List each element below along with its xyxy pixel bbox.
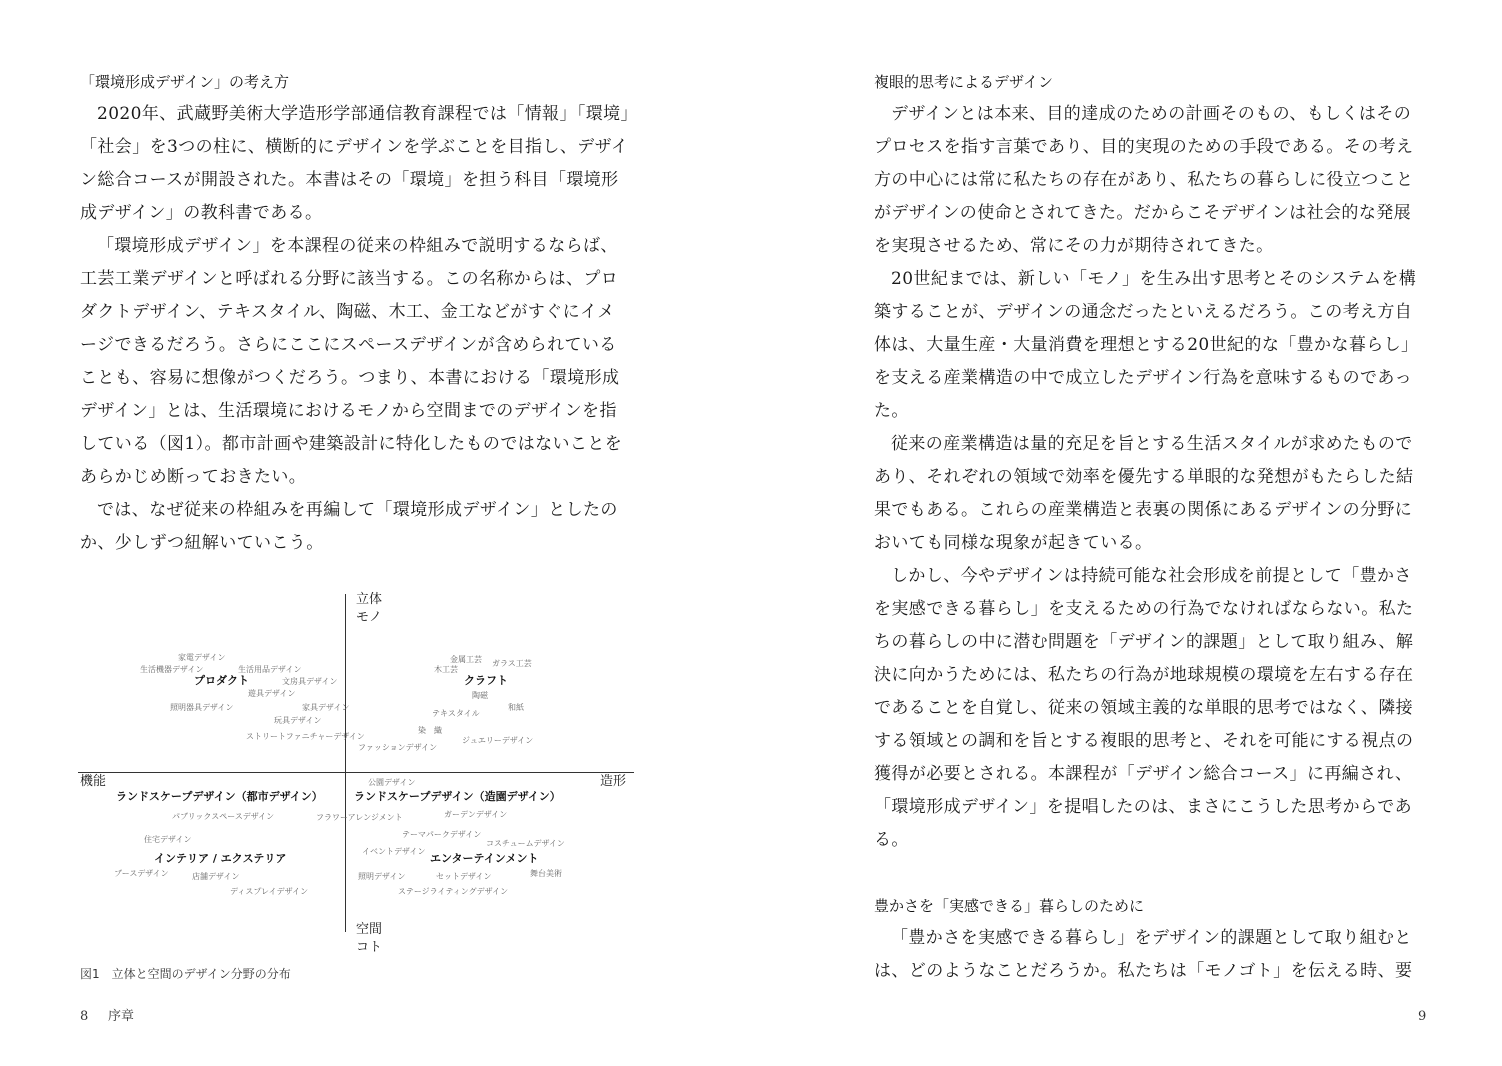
axis-bottom-sublabel: コト (356, 940, 383, 955)
field-label: ファッションデザイン (358, 743, 438, 752)
body-text (874, 922, 1426, 988)
field-label: ステージライティングデザイン (398, 887, 509, 896)
section-heading: 「環境形成デザイン」の考え方 (80, 73, 289, 91)
field-label: 遊具デザイン (248, 689, 296, 698)
field-label: 木工芸 (434, 665, 458, 674)
field-label: 家具デザイン (302, 703, 350, 712)
field-label: 公園デザイン (368, 778, 416, 787)
axis-bottom-label: 空間 (356, 922, 383, 937)
paragraph: デザインとは本来、目的達成のための計画そのもの、もしくはそのプロセスを指す言葉であり、目的実現のための手段である。その考え方の中心には常に私たちの存在があり、私たちの暮らしに役立つことがデザインの使命とされてきた。だからこそデザインは社会的な発展を実現させるため、常にその力が期待されてきた。 (874, 104, 1414, 256)
body-text (80, 98, 632, 560)
field-label: フラワーアレンジメント (316, 813, 403, 822)
category-label: ランドスケープデザイン（都市デザイン） (116, 790, 323, 803)
body-text (874, 98, 1426, 857)
axis-top-sublabel: モノ (356, 610, 382, 625)
axis-left-label: 機能 (80, 774, 107, 789)
paragraph: 2020年、武蔵野美術大学造形学部通信教育課程では「情報」「環境」「社会」を3つの柱に、横断的にデザインを学ぶことを目指し、デザイン総合コースが開設された。本書はその「環境」を担う科目「環境形成デザイン」の教科書である。 (80, 104, 630, 223)
field-label: 金属工芸 (450, 655, 482, 664)
horizontal-axis (78, 772, 634, 773)
category-label: インテリア / エクステリア (154, 852, 287, 865)
field-label: 家電デザイン (178, 653, 226, 662)
field-label: イベントデザイン (362, 847, 426, 856)
paragraph: 20世紀までは、新しい「モノ」を生み出す思考とそのシステムを構築することが、デザインの通念だったといえるだろう。この考え方自体は、大量生産・大量消費を理想とする20世紀的な「豊かな暮らし」を支える産業構造の中で成立したデザイン行為を意味するものであった。 (874, 269, 1419, 421)
design-field-diagram (78, 584, 634, 956)
field-label: ガーデンデザイン (444, 810, 508, 819)
field-label: 染 織 (418, 726, 442, 735)
field-label: ストリートファニチャーデザイン (246, 732, 365, 741)
field-label: 生活機器デザイン (140, 665, 204, 674)
field-label: 照明デザイン (358, 872, 406, 881)
category-label: プロダクト (194, 674, 249, 687)
section-heading: 複眼的思考によるデザイン (874, 73, 1053, 91)
field-label: 店舗デザイン (192, 872, 240, 881)
page-number: 8 (80, 1009, 89, 1024)
category-label: エンターテインメント (430, 852, 539, 865)
right-page (751, 0, 1502, 1066)
vertical-axis (345, 594, 346, 932)
field-label: 住宅デザイン (144, 835, 192, 844)
field-label: 玩具デザイン (274, 716, 322, 725)
field-label: 生活用品デザイン (238, 665, 302, 674)
field-label: 和紙 (508, 703, 524, 712)
section-heading: 豊かさを「実感できる」暮らしのために (874, 897, 1145, 915)
field-label: ディスプレイデザイン (230, 887, 309, 896)
field-label: テキスタイル (432, 709, 480, 718)
field-label: 文房具デザイン (282, 677, 338, 686)
field-label: 照明器具デザイン (170, 703, 234, 712)
field-label: ブースデザイン (114, 869, 169, 878)
running-head: 序章 (108, 1009, 135, 1024)
paragraph: 「豊かさを実感できる暮らし」をデザイン的課題として取り組むとは、どのようなことだろうか。私たちは「モノゴト」を伝える時、要 (874, 928, 1413, 981)
field-label: テーマパークデザイン (402, 830, 482, 839)
field-label: 舞台美術 (530, 869, 562, 878)
field-label: ガラス工芸 (492, 659, 532, 668)
axis-right-label: 造形 (600, 774, 627, 789)
paragraph: しかし、今やデザインは持続可能な社会形成を前提として「豊かさを実感できる暮らし」を支えるための行為でなければならない。私たちの暮らしの中に潜む問題を「デザイン的課題」として取り組み、解決に向かうためには、私たちの行為が地球規模の環境を左右する存在であることを自覚し、従来の領域主義的な単眼的思考ではなく、隣接する領域との調和を旨とする複眼的思考と、それを可能にする視点の獲得が必要とされる。本課程が「デザイン総合コース」に再編され、「環境形成デザイン」を提唱したのは、まさにこうした思考からである。 (874, 566, 1414, 850)
field-label: コスチュームデザイン (486, 839, 565, 848)
axis-top-label: 立体 (356, 592, 383, 607)
category-label: クラフト (464, 674, 508, 687)
figure-caption: 図1 立体と空間のデザイン分野の分布 (80, 967, 291, 981)
field-label: セットデザイン (436, 872, 492, 881)
paragraph: 従来の産業構造は量的充足を旨とする生活スタイルが求めたものであり、それぞれの領域で効率を優先する単眼的な発想がもたらした結果でもある。これらの産業構造と表裏の関係にあるデザインの分野においても同様な現象が起きている。 (874, 434, 1414, 553)
field-label: ジュエリーデザイン (462, 736, 534, 745)
page-number: 9 (1418, 1009, 1427, 1024)
category-label: ランドスケープデザイン（造園デザイン） (354, 790, 561, 803)
paragraph: では、なぜ従来の枠組みを再編して「環境形成デザイン」としたのか、少しずつ紐解いていこう。 (80, 500, 618, 553)
paragraph: 「環境形成デザイン」を本課程の従来の枠組みで説明するならば、工芸工業デザインと呼ばれる分野に該当する。この名称からは、プロダクトデザイン、テキスタイル、陶磁、木工、金工などがすぐにイメージできるだろう。さらにここにスペースデザインが含められていることも、容易に想像がつくだろう。つまり、本書における「環境形成デザイン」とは、生活環境におけるモノから空間までのデザインを指している（図1）。都市計画や建築設計に特化したものではないことをあらかじめ断っておきたい。 (80, 236, 623, 487)
field-label: 陶磁 (472, 691, 488, 700)
field-label: パブリックスペースデザイン (172, 812, 275, 821)
